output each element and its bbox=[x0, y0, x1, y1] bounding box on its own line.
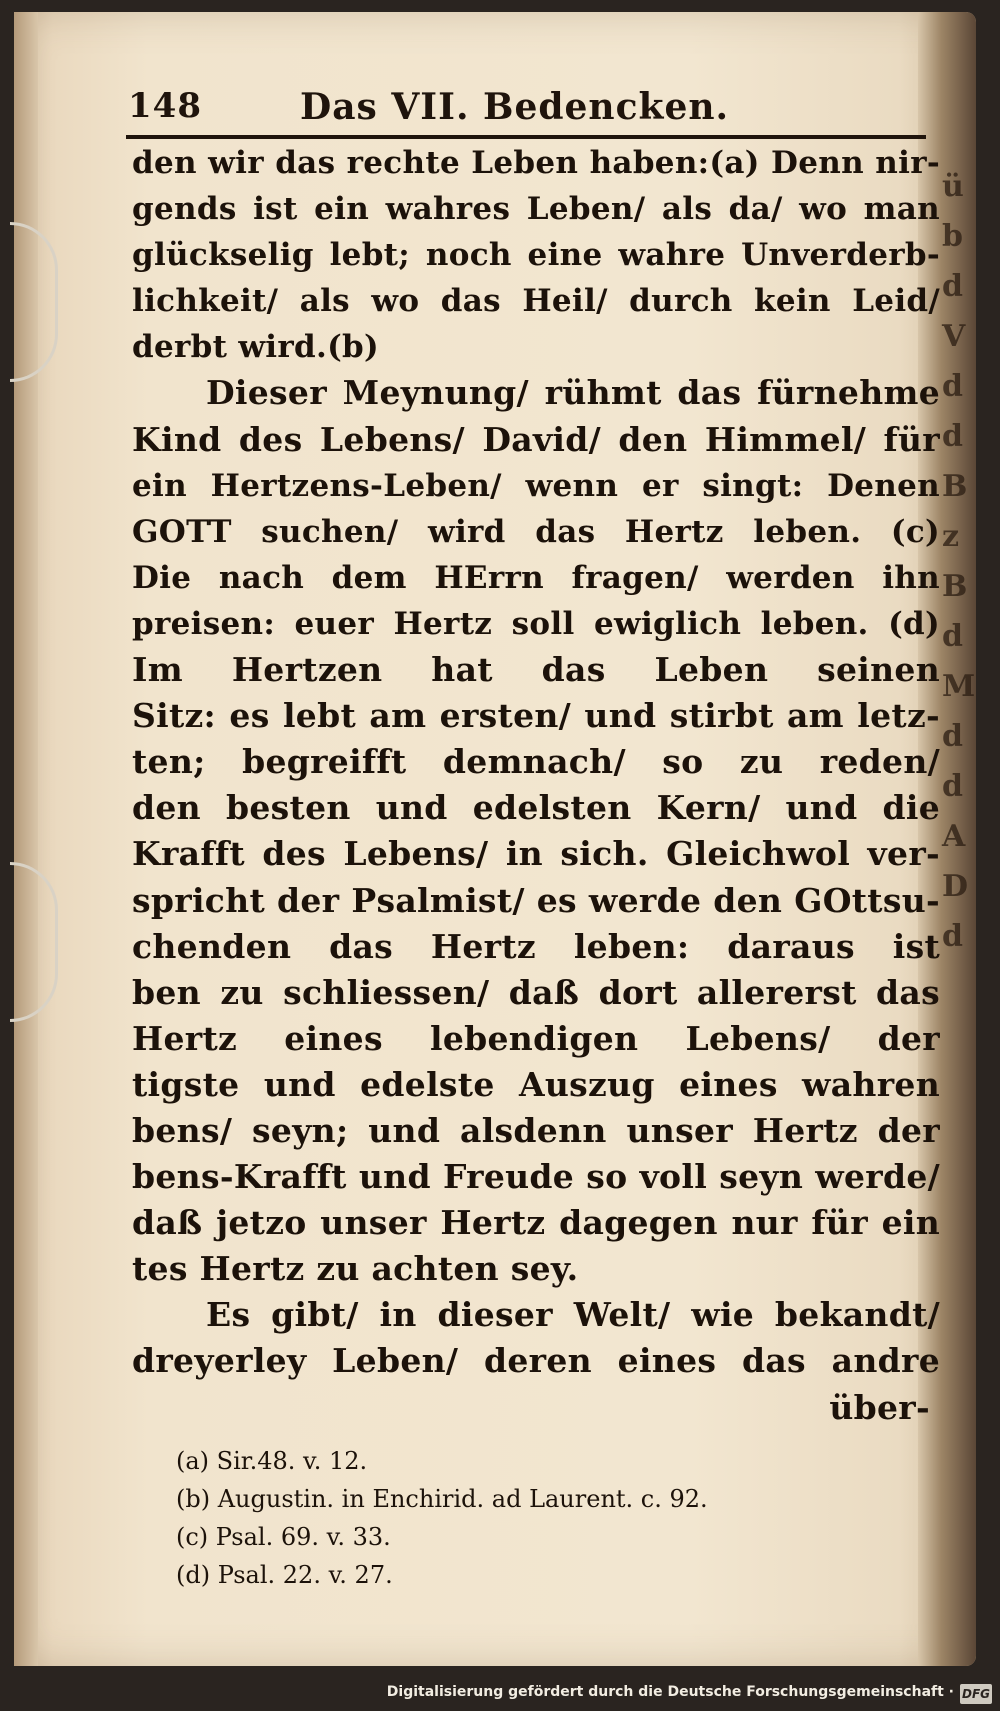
text-line: ten; begreifft demnach/ so zu reden/ bbox=[132, 742, 940, 782]
text-line: den wir das rechte Leben haben:(a) Denn nir- bbox=[132, 145, 940, 181]
page-clip-top bbox=[10, 222, 58, 382]
text-line: spricht der Psalmist/ es werde den GOttsu- bbox=[132, 880, 940, 920]
text-line: preisen: euer Hertz soll ewiglich leben. (d) bbox=[132, 605, 940, 642]
text-line: ein Hertzens-Leben/ wenn er singt: Denen bbox=[132, 467, 940, 504]
text-line: Dieser Meynung/ rühmt das fürnehme bbox=[206, 373, 940, 413]
footnote: (b) Augustin. in Enchirid. ad Laurent. c. 92. bbox=[176, 1485, 708, 1513]
text-line: ben zu schliessen/ daß dort allererst das bbox=[132, 972, 940, 1012]
text-line: chenden das Hertz leben: daraus ist bbox=[132, 926, 940, 966]
footnote: (a) Sir.48. v. 12. bbox=[176, 1447, 368, 1475]
footnotes bbox=[176, 1442, 876, 1594]
page-clip-bottom bbox=[10, 862, 58, 1022]
text-line: glückselig lebt; noch eine wahre Unverderb- bbox=[132, 237, 940, 274]
text-line: GOTT suchen/ wird das Hertz leben. (c) bbox=[132, 513, 940, 550]
text-line: Im Hertzen hat das Leben seinen bbox=[132, 650, 940, 690]
facing-page-bleed-text: ü b d V d d B z B d M d d A D d bbox=[942, 169, 976, 954]
text-line: tigste und edelste Auszug eines wahren bbox=[132, 1064, 940, 1104]
text-line: Es gibt/ in dieser Welt/ wie bekandt/ bbox=[206, 1295, 940, 1335]
text-line: bens/ seyn; und alsdenn unser Hertz der bbox=[132, 1110, 940, 1150]
text-line: Hertz eines lebendigen Lebens/ der bbox=[132, 1018, 940, 1058]
page-header bbox=[128, 86, 928, 136]
text-line: Sitz: es lebt am ersten/ und stirbt am letz- bbox=[132, 696, 940, 736]
dfg-logo-icon: DFG bbox=[960, 1684, 992, 1704]
text-line: derbt wird.(b) bbox=[132, 329, 379, 366]
catchword: über- bbox=[829, 1387, 930, 1427]
text-line: Kind des Lebens/ David/ den Himmel/ für bbox=[132, 419, 940, 459]
footnote: (d) Psal. 22. v. 27. bbox=[176, 1561, 393, 1589]
header-rule bbox=[126, 135, 926, 139]
footnote: (c) Psal. 69. v. 33. bbox=[176, 1523, 391, 1551]
digitization-notice: Digitalisierung gefördert durch die Deutsche Forschungsgemeinschaft · bbox=[386, 1684, 954, 1700]
digitization-banner bbox=[0, 1680, 1000, 1711]
text-line: bens-Krafft und Freude so voll seyn werde/ bbox=[132, 1157, 940, 1197]
text-line: daß jetzo unser Hertz dagegen nur für ein bbox=[132, 1203, 940, 1243]
text-line: dreyerley Leben/ deren eines das andre bbox=[132, 1341, 940, 1381]
text-line: lichkeit/ als wo das Heil/ durch kein Leid/ bbox=[132, 283, 940, 320]
text-line: Die nach dem HErrn fragen/ werden ihn bbox=[132, 559, 940, 596]
text-line: gends ist ein wahres Leben/ als da/ wo man bbox=[132, 191, 940, 228]
text-line: Krafft des Lebens/ in sich. Gleichwol ver- bbox=[132, 834, 940, 874]
page-number: 148 bbox=[128, 86, 202, 126]
text-line: tes Hertz zu achten sey. bbox=[132, 1249, 579, 1289]
body-text bbox=[132, 140, 940, 1431]
running-head: Das VII. Bedencken. bbox=[300, 86, 730, 128]
text-line: den besten und edelsten Kern/ und die bbox=[132, 788, 940, 828]
